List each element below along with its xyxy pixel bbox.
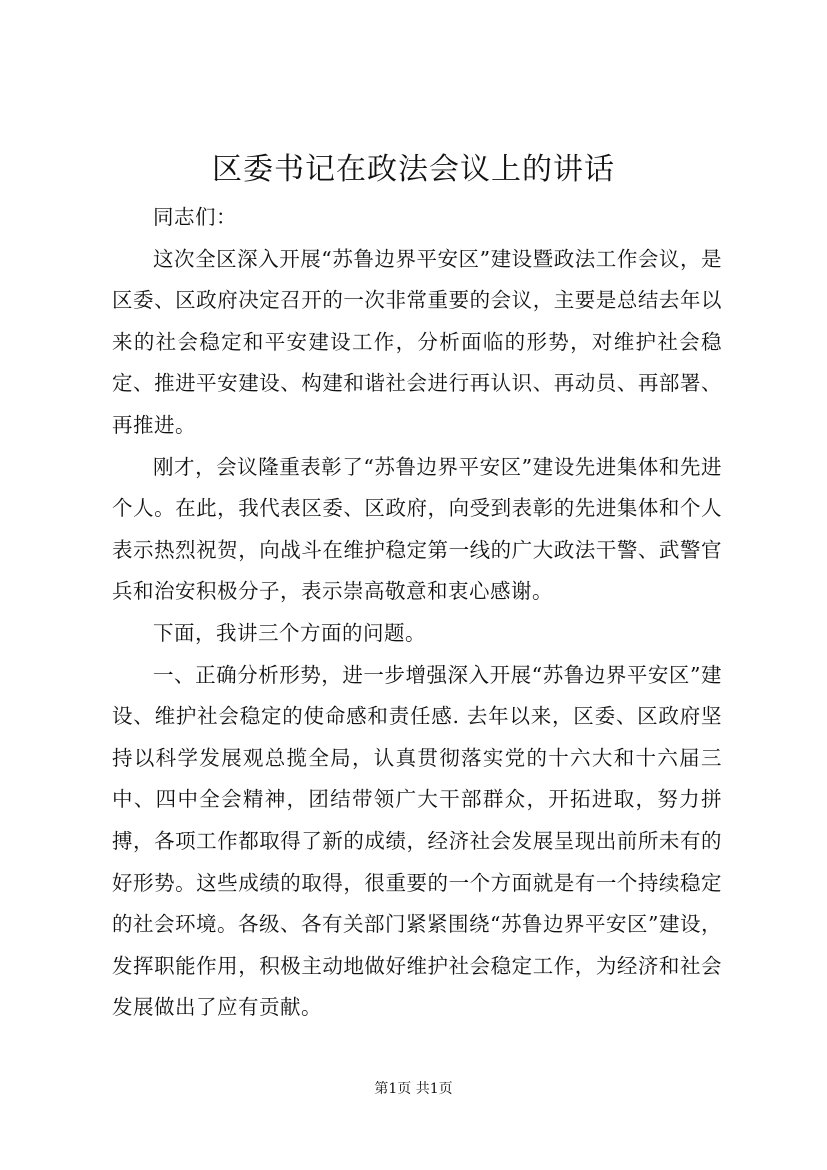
paragraph-commendation: 刚才，会议隆重表彰了“苏鲁边界平安区”建设先进集体和先进个人。在此，我代表区委、区政府，向受到表彰的先进集体和个人表示热烈祝贺，向战斗在维护稳定第一线的广大政法干警、武警官兵和治安积极分子，表示崇高敬意和衷心感谢。 (112, 454, 722, 604)
paragraph-meeting-intro: 这次全区深入开展“苏鲁边界平安区”建设暨政法工作会议，是区委、区政府决定召开的一次非常重要的会议，主要是总结去年以来的社会稳定和平安建设工作，分析面临的形势，对维护社会稳定、推进平安建设、构建和谐社会进行再认识、再动员、再部署、再推进。 (112, 246, 722, 437)
page-footer: 第1页 共1页 (374, 1081, 453, 1097)
document-title: 区委书记在政法会议上的讲话 (212, 152, 615, 187)
paragraph-outline: 下面，我讲三个方面的问题。 (153, 620, 426, 645)
paragraph-salutation: 同志们： (153, 205, 237, 229)
document-body (112, 197, 722, 1029)
paragraph-section-one: 一、正确分析形势，进一步增强深入开展“苏鲁边界平安区”建设、维护社会稳定的使命感和责任感. 去年以来，区委、区政府坚持以科学发展观总揽全局，认真贯彻落实党的十六大和十六届三中、四中全会精神，团结带领广大干部群众，开拓进取，努力拼搏，各项工作都取得了新的成绩，经济社会发展呈现出前所未有的好形势。这些成绩的取得，很重要的一个方面就是有一个持续稳定的社会环境。各级、各有关部门紧紧围绕“苏鲁边界平安区”建设，发挥职能作用，积极主动地做好维护社会稳定工作，为经济和社会发展做出了应有贡献。 (112, 662, 722, 1020)
